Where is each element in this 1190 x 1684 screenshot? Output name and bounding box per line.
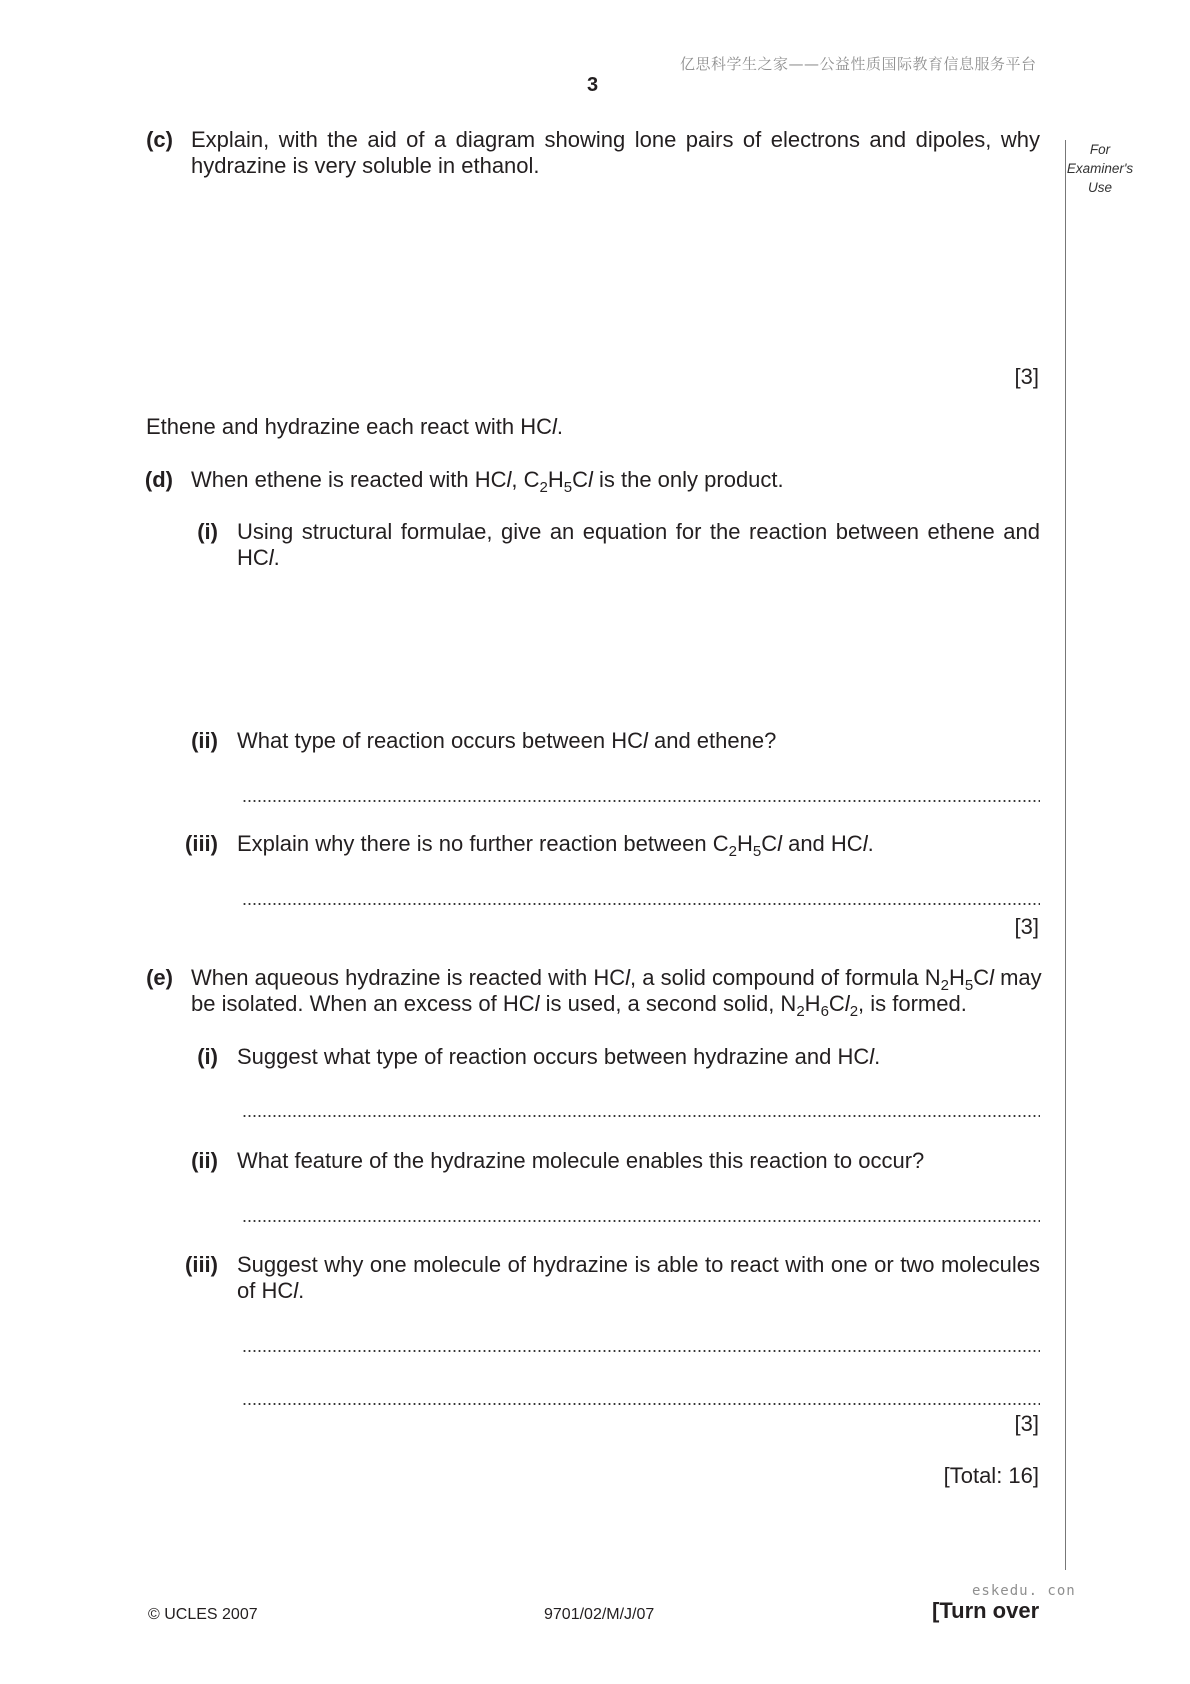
answer-line-d-iii[interactable] (242, 903, 1040, 905)
question-c-line2: hydrazine is very soluble in ethanol. (191, 153, 540, 178)
intro-text: Ethene and hydrazine each react with HCl. (146, 414, 564, 439)
question-e-ii-text: What feature of the hydrazine molecule enables this reaction to occur? (237, 1148, 925, 1173)
question-e-label: (e) (146, 965, 173, 990)
watermark-text: 亿思科学生之家——公益性质国际教育信息服务平台 (680, 55, 1037, 73)
question-d-i-label: (i) (197, 519, 218, 544)
question-e-i-text: Suggest what type of reaction occurs between hydrazine and HCl. (237, 1044, 881, 1069)
copyright: © UCLES 2007 (148, 1606, 258, 1623)
question-d-i-line2: HCl. (237, 545, 280, 570)
paper-code: 9701/02/M/J/07 (544, 1606, 655, 1623)
question-e-iii-label: (iii) (185, 1252, 218, 1277)
examiner-use-note: For Examiner's Use (1066, 142, 1134, 195)
answer-line-e-iii-2[interactable] (242, 1403, 1040, 1405)
question-e-marks: [3] (1014, 1411, 1039, 1436)
question-d-iii-label: (iii) (185, 831, 218, 856)
question-c-line1: Explain, with the aid of a diagram showing lone pairs of electrons and dipoles, why (191, 127, 1040, 152)
total-marks: [Total: 16] (943, 1463, 1039, 1488)
question-e-ii-label: (ii) (191, 1148, 218, 1173)
turn-over-label: [Turn over (932, 1598, 1040, 1623)
answer-line-e-i[interactable] (242, 1115, 1040, 1117)
examiner-margin-rule (1065, 140, 1066, 1570)
question-e-line2: be isolated. When an excess of HCl is used, a second solid, $N_2H_6Cl_2$, is formed. (191, 991, 967, 1020)
question-e-i-label: (i) (197, 1044, 218, 1069)
question-d-label: (d) (144, 467, 173, 492)
answer-line-e-ii[interactable] (242, 1220, 1040, 1222)
question-e-iii-line1: Suggest why one molecule of hydrazine is able to react with one or two molecules (237, 1252, 1040, 1277)
question-d-ii-text: What type of reaction occurs between HCl and ethene? (237, 728, 777, 753)
site-watermark: eskedu. con (972, 1583, 1076, 1599)
answer-line-e-iii-1[interactable] (242, 1350, 1040, 1352)
question-e-line1: When aqueous hydrazine is reacted with HCl, a solid compound of formula $N_2H_5Cl$ may (191, 965, 1042, 994)
question-d-ii-label: (ii) (191, 728, 218, 753)
answer-line-d-ii[interactable] (242, 800, 1040, 802)
question-d-marks: [3] (1014, 914, 1039, 939)
question-d-i-line1: Using structural formulae, give an equation for the reaction between ethene and (237, 519, 1040, 544)
question-c-label: (c) (146, 127, 173, 152)
question-c-marks: [3] (1014, 364, 1039, 389)
question-d-text: When ethene is reacted with HCl, $C_2H_5Cl$ is the only product. (191, 467, 784, 496)
question-e-iii-line2: of HCl. (237, 1278, 305, 1303)
question-d-iii-text: Explain why there is no further reaction between $C_2H_5Cl$ and HCl. (237, 831, 874, 860)
page-number: 3 (587, 74, 599, 96)
